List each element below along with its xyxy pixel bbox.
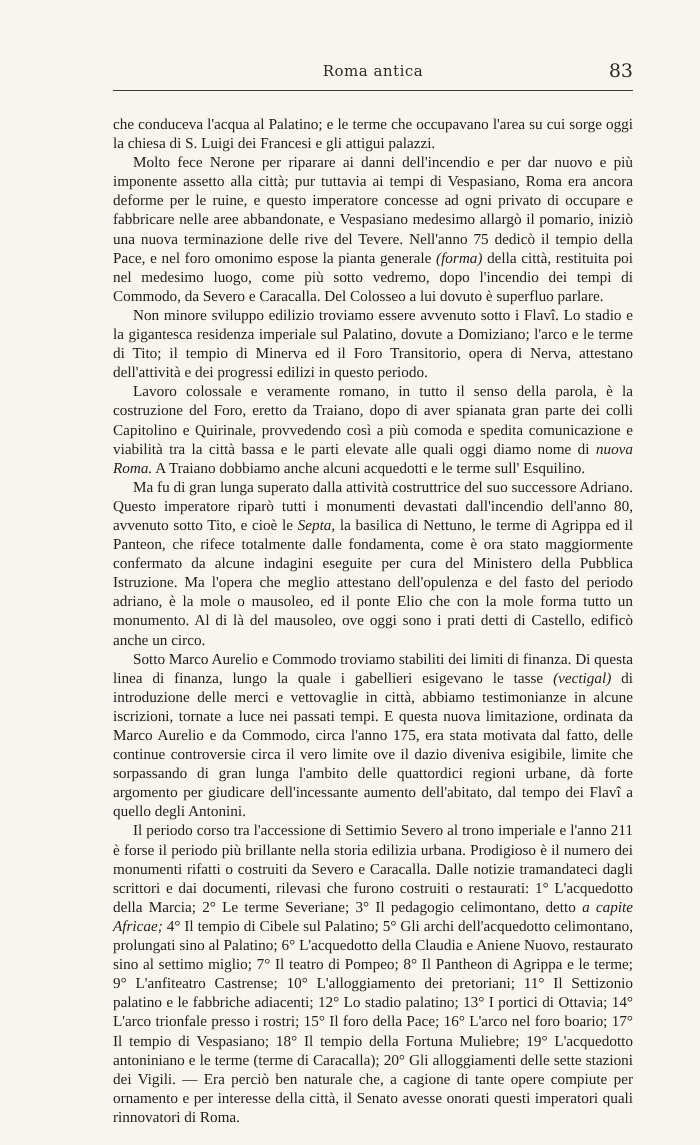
- text-run: Sotto Marco Aurelio e Commodo troviamo stabiliti dei limiti di finanza. Di questa linea di finanza, lungo la quale i gabellieri esigevano le tasse: [113, 650, 633, 687]
- text-run: Non minore sviluppo edilizio troviamo essere avvenuto sotto i Flavî. Lo stadio e la gigantesca residenza imperiale sul Palatino, dovute a Domiziano; l'arco e le terme di Tito; il tempio di Minerva ed il Foro Transitorio, opera di Nerva, attestano dell'attività e dei progressi edilizi in questo periodo.: [113, 306, 633, 382]
- paragraph: [113, 650, 633, 822]
- text-run: di introduzione delle merci e vettovaglie in città, abbiamo testimonianze in alcune iscrizioni, tornate a luce nei passati tempi. E questa nuova limitazione, ordinata da Marco Aurelio e da Commodo, circa l'anno 175, era stata motivata dal fatto, delle continue controversie circa il vero limite ove il dazio diveniva esigibile, limite che sorpassando di gran lunga l'ambito delle quattordici regioni urbane, dà forte argomento per giudicare dell'incessante aumento dell'abitato, dal tempo dei Flavî a quello degli Antonini.: [113, 669, 633, 821]
- page-number: 83: [608, 60, 633, 82]
- paragraph: [113, 821, 633, 1127]
- text-run: Il periodo corso tra l'accessione di Settimio Severo al trono imperiale e l'anno 211 è forse il periodo più brillante nella storia edilizia urbana. Prodigioso è il numero dei monumenti rifatti o costruiti da Severo e Caracalla. Dalle notizie tramandateci dagli scrittori e dai documenti, rilevasi che furono costruiti o restaurati: 1° L'acquedotto della Marcia; 2° Le terme Severiane; 3° Il pedagogio celimontano, detto: [113, 822, 633, 916]
- body-text: [113, 115, 633, 1127]
- italic-text: a capite Africae;: [113, 898, 633, 935]
- text-run: la basilica di Nettuno, le terme di Agrippa ed il Panteon, che rifece totalmente dalle fondamenta, come è ora stato maggiormente confermato da alcune indagini eseguite per cura del Ministero della Pubblica Istruzione. Ma l'opera che meglio attestano dell'opulenza e del fasto del periodo adriano, è la mole o mausoleo, ed il ponte Elio che con la mole forma tutto un monumento. Al di là del mausoleo, ove oggi sono i prati detti di Castello, edificò anche un circo.: [113, 516, 633, 649]
- text-run: della città, restituita poi nel medesimo luogo, come più sotto vedremo, dopo l'incendio dei tempi di Commodo, da Severo e Caracalla. Del Colosseo a lui dovuto è superfluo parlare.: [113, 249, 633, 305]
- paragraph: [113, 382, 633, 477]
- page-header: [113, 60, 633, 88]
- italic-text: Septa,: [297, 516, 336, 534]
- paragraph: [113, 115, 633, 153]
- text-run: A Traiano dobbiamo anche alcuni acquedotti e le terme sull' Esquilino.: [152, 459, 586, 477]
- text-run: 4° Il tempio di Cibele sul Palatino; 5° Gli archi dell'acquedotto celimontano, prolungati sino al Palatino; 6° L'acquedotto della Claudia e Aniene Nuovo, restaurato sino al settimo miglio; 7° Il teatro di Pompeo; 8° Il Pantheon di Agrippa e le terme; 9° L'anfiteatro Castrense; 10° L'alloggiamento dei pretoriani; 11° Il Settizonio palatino e le fabbriche adiacenti; 12° Lo stadio palatino; 13° I portici di Ottavia; 14° L'arco trionfale presso i rostri; 15° Il foro della Pace; 16° L'arco nel foro boario; 17° Il tempio di Vespasiano; 18° Il tempio della Fortuna Muliebre; 19° L'acquedotto antoniniano e le terme (terme di Caracalla); 20° Gli alloggiamenti delle sette stazioni dei Vigili. — Era perciò ben naturale che, a cagione di tante opere compiute per ornamento e per interesse della città, il Senato avesse onorati questi imperatori quali rinnovatori di Roma.: [113, 917, 633, 1126]
- paragraph: [113, 478, 633, 650]
- text-run: Molto fece Nerone per riparare ai danni dell'incendio e per dar nuovo e più imponente assetto alla città; pur tuttavia ai tempi di Vespasiano, Roma era ancora deforme per le ruine, e questo imperatore concesse ad ogni privato di occupare e fabbricare nelle aree abbandonate, e Vespasiano medesimo allargò il pomario, iniziò una nuova terminazione delle rive del Tevere. Nell'anno 75 dedicò il tempio della Pace, e nel foro omonimo espose la pianta generale: [113, 154, 633, 267]
- header-rule: [113, 90, 633, 91]
- text-run: che conduceva l'acqua al Palatino; e le terme che occupavano l'area su cui sorge oggi la chiesa di S. Luigi dei Francesi e gli attigui palazzi.: [113, 116, 633, 153]
- running-title: Roma antica: [322, 62, 424, 80]
- paragraph: [113, 306, 633, 382]
- text-run: Lavoro colossale e veramente romano, in tutto il senso della parola, è la costruzione del Foro, eretto da Traiano, dopo di aver spianata gran parte dei colli Capitolino e Quirinale, provvedendo così a più comoda e spedita comunicazione e viabilità tra la città bassa e le parti elevate alle quali oggi diamo nome di: [113, 383, 633, 458]
- paragraph: [113, 153, 633, 306]
- text-run: Ma fu di gran lunga superato dalla attività costruttrice del suo successore Adriano. Questo imperatore riparò tutti i monumenti devastati dall'incendio dell'anno 80, avvenuto sotto Tito, e cioè le: [113, 478, 633, 534]
- italic-text: (vectigal): [553, 669, 612, 687]
- italic-text: nuova Roma.: [113, 440, 633, 477]
- italic-text: (forma): [436, 249, 483, 267]
